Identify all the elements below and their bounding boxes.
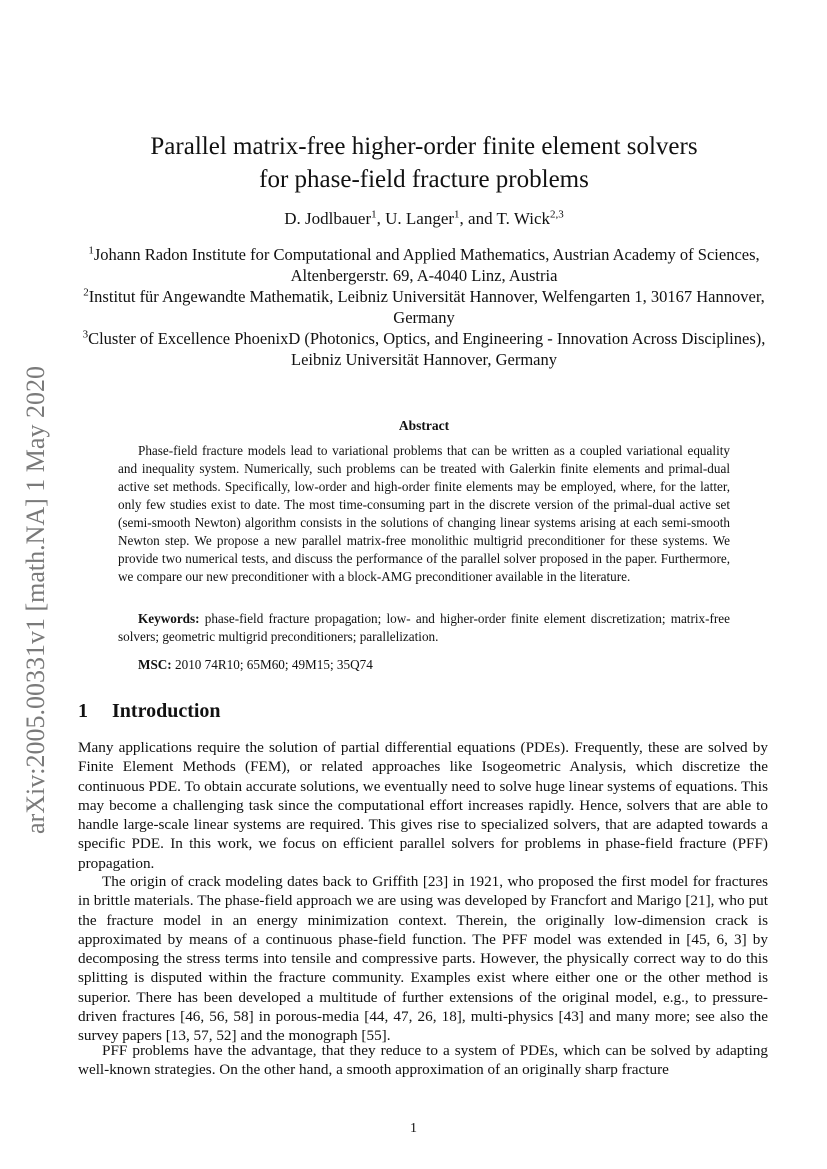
affiliation (78, 328, 770, 370)
affiliation (78, 244, 770, 286)
msc-label: MSC: (138, 657, 172, 672)
author-affiliation-mark: 1 (371, 208, 377, 221)
author-list (78, 208, 770, 230)
author-affiliation-mark: 1 (454, 208, 460, 221)
section-heading (78, 700, 221, 723)
affiliation-mark: 1 (88, 244, 94, 257)
author-name: D. Jodlbauer (284, 209, 372, 228)
keywords-label: Keywords: (138, 611, 200, 626)
author-separator: , (376, 209, 386, 228)
msc-classification (138, 656, 730, 674)
keywords-text: phase-field fracture propagation; low- and higher-order finite element discretization; matrix-free solvers; geometric multigrid preconditioners; parallelization. (118, 611, 730, 644)
affiliation-list (78, 244, 770, 370)
title-line-1: Parallel matrix-free higher-order finite element solvers (150, 133, 698, 160)
author-name: T. Wick (496, 209, 550, 228)
title-line-2: for phase-field fracture problems (259, 166, 589, 193)
abstract-heading: Abstract (398, 418, 450, 433)
author-affiliation-mark: 2,3 (550, 208, 564, 221)
author-name: U. Langer (385, 209, 455, 228)
affiliation-text: Cluster of Excellence PhoenixD (Photonics, Optics, and Engineering - Innovation Across Disciplines), Leibniz Universität Hannover, Germany (88, 329, 766, 369)
affiliation-text: Institut für Angewandte Mathematik, Leibniz Universität Hannover, Welfengarten 1, 30167 Hannover, Germany (88, 287, 765, 327)
paper-title (78, 130, 770, 196)
abstract-text: Phase-field fracture models lead to variational problems that can be written as a coupled variational equality and inequality system. Numerically, such problems can be treated with Galerkin finite elements and primal-dual active set methods. Specifically, low-order and high-order finite elements may be employed, where, for the latter, only few studies exist to date. The most time-consuming part in the discrete version of the primal-dual active set (semi-smooth Newton) algorithm consists in the solutions of changing linear systems arising at each semi-smooth Newton step. We propose a new parallel matrix-free monolithic multigrid preconditioner for these systems. We provide two numerical tests, and discuss the performance of the parallel solver proposed in the paper. Furthermore, we compare our new preconditioner with a block-AMG preconditioner available in the literature. (118, 443, 730, 584)
affiliation-mark: 2 (83, 286, 89, 299)
affiliation (78, 286, 770, 328)
affiliation-text: Johann Radon Institute for Computational and Applied Mathematics, Austrian Academy of Sciences, Altenbergerstr. 69, A-4040 Linz, Austria (93, 245, 760, 285)
arxiv-identifier: arXiv:2005.00331v1 [math.NA] 1 May 2020 (21, 366, 50, 834)
section-title: Introduction (112, 700, 221, 722)
msc-text: 2010 74R10; 65M60; 49M15; 35Q74 (175, 657, 373, 672)
page-number: 1 (410, 1121, 417, 1136)
section-number: 1 (78, 700, 88, 722)
keywords (118, 610, 730, 646)
body-paragraph: PFF problems have the advantage, that they reduce to a system of PDEs, which can be solved by adapting well-known strategies. On the other hand, a smooth approximation of an originally sharp fracture (78, 1042, 768, 1079)
body-paragraph: The origin of crack modeling dates back to Griffith [23] in 1921, who proposed the first model for fractures in brittle materials. The phase-field approach we are using was developed by Francfort and Marigo [21], who put the fracture model in an energy minimization context. Therein, the originally low-dimension crack is approximated by means of a continuous phase-field function. The PFF model was extended in [45, 6, 3] by decomposing the stress terms into tensile and compressive parts. However, the physically correct way to do this splitting is disputed within the fracture community. Examples exist where either one or the other method is superior. There has been developed a multitude of further extensions of the original model, e.g., to pressure-driven fractures [46, 56, 58] in porous-media [44, 47, 26, 18], multi-physics [43] and many more; see also the survey papers [13, 57, 52] and the monograph [55]. (78, 873, 768, 1045)
body-paragraph: Many applications require the solution of partial differential equations (PDEs). Frequently, these are solved by Finite Element Methods (FEM), or related approaches like Isogeometric Analysis, which discretize the continuous PDE. To obtain accurate solutions, we eventually need to solve huge linear systems of equations. This may become a challenging task since the computational effort increases rapidly. Hence, solvers that are able to handle large-scale linear systems are required. This gives rise to specialized solvers, that are adapted towards a specific PDE. In this work, we focus on efficient parallel solvers for problems in phase-field fracture (PFF) propagation. (78, 739, 768, 872)
affiliation-mark: 3 (82, 328, 89, 341)
arxiv-stamp (8, 330, 56, 870)
author-separator: , and (459, 209, 497, 228)
